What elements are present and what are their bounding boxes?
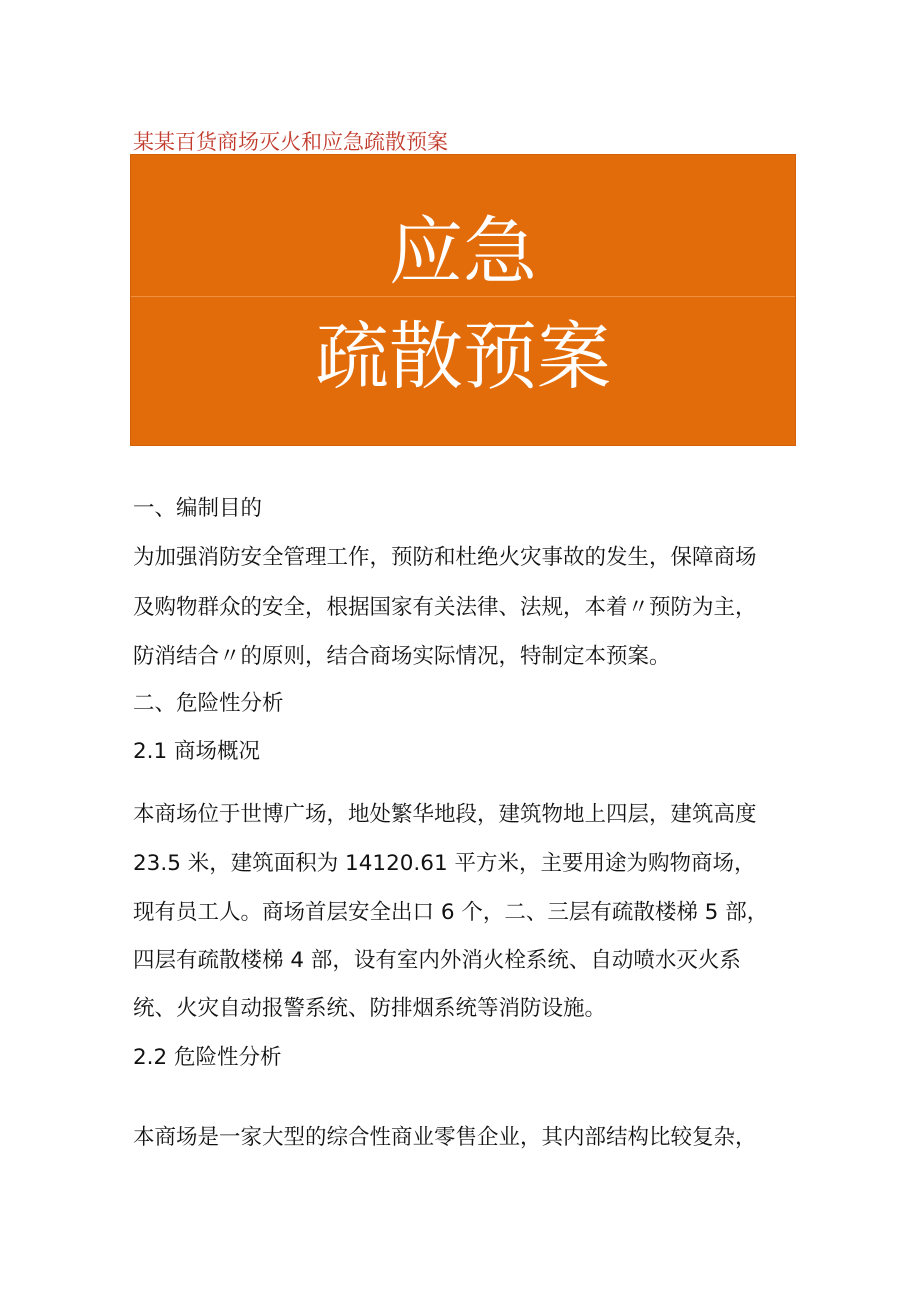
document-header-title: 某某百货商场灭火和应急疏散预案: [133, 130, 448, 154]
paragraph-line: 本商场位于世博广场，地处繁华地段，建筑物地上四层，建筑高度: [133, 802, 757, 827]
paragraph-line: 23.5 米，建筑面积为 14120.61 平方米，主要用途为购物商场，: [133, 851, 756, 876]
banner-title-line-2: 疏散预案: [315, 314, 611, 400]
section-2-heading: 二、危险性分析: [133, 691, 284, 716]
banner-divider: [131, 296, 795, 297]
paragraph-line: 本商场是一家大型的综合性商业零售企业，其内部结构比较复杂，: [133, 1125, 757, 1150]
paragraph-line: 为加强消防安全管理工作，预防和杜绝火灾事故的发生，保障商场: [133, 545, 757, 570]
paragraph-line: 及购物群众的安全，根据国家有关法律、法规，本着〃预防为主，: [133, 595, 757, 620]
paragraph-line: 四层有疏散楼梯 4 部，设有室内外消火栓系统、自动喷水灭火系: [133, 948, 741, 973]
paragraph-line: 防消结合〃的原则，结合商场实际情况，特制定本预案。: [133, 644, 671, 669]
section-2-2-heading: 2.2 危险性分析: [133, 1045, 282, 1070]
section-2-1-heading: 2.1 商场概况: [133, 739, 261, 764]
section-1-heading: 一、编制目的: [133, 496, 263, 521]
banner-title-line-1: 应急: [389, 209, 537, 295]
paragraph-line: 统、火灾自动报警系统、防排烟系统等消防设施。: [133, 996, 607, 1021]
paragraph-line: 现有员工人。商场首层安全出口 6 个，二、三层有疏散楼梯 5 部，: [133, 900, 769, 925]
title-banner: [130, 154, 796, 446]
